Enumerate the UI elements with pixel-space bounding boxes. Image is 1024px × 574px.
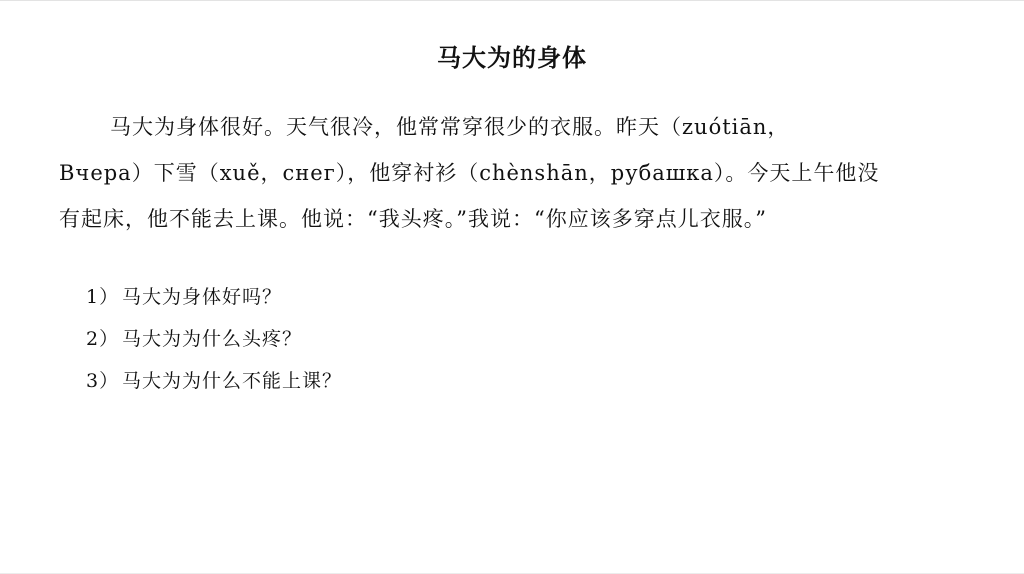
reading-paragraph (59, 104, 959, 242)
paragraph-line-2: Вчера）下雪（xuě，снег），他穿衬衫（chènshān，рубашка）。今天上午他没 (59, 161, 880, 185)
top-border (0, 0, 1024, 1)
question-list (86, 276, 342, 402)
question-item-2 (86, 318, 342, 360)
paragraph-line-3: 有起床，他不能去上课。他说：“我头疼。”我说：“你应该多穿点儿衣服。” (59, 207, 767, 231)
question-text: 马大为身体好吗？ (122, 286, 283, 308)
question-text: 马大为为什么不能上课？ (122, 370, 343, 392)
question-number: 3） (86, 370, 120, 392)
page-title: 马大为的身体 (437, 44, 587, 72)
question-text: 马大为为什么头疼？ (122, 328, 303, 350)
question-number: 1） (86, 286, 120, 308)
question-item-3 (86, 360, 342, 402)
question-number: 2） (86, 328, 120, 350)
question-item-1 (86, 276, 342, 318)
paragraph-line-1: 马大为身体很好。天气很冷，他常常穿很少的衣服。昨天（zuótiān， (110, 115, 790, 139)
